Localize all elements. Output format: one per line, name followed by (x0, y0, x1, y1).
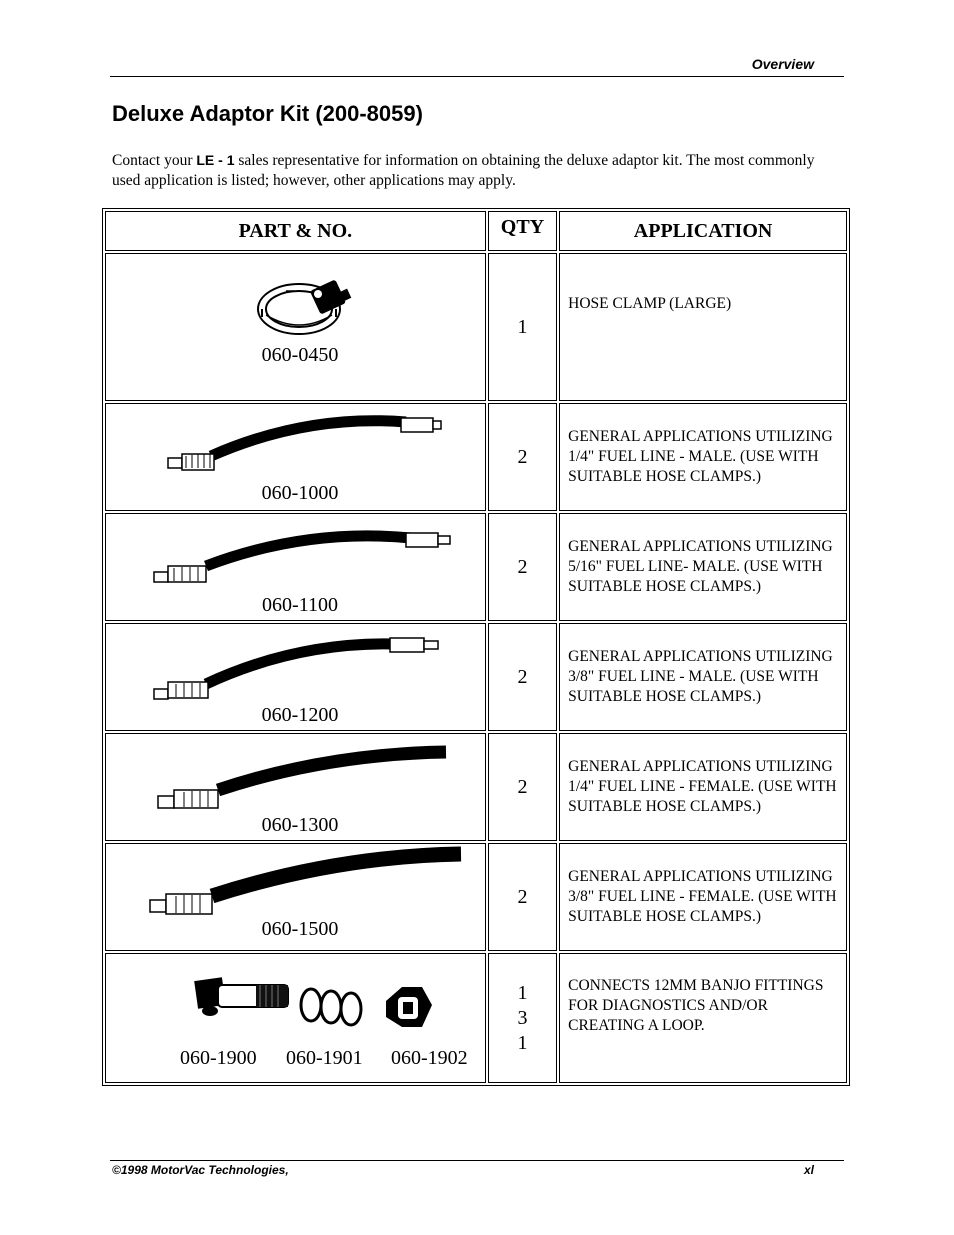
part-cell (105, 623, 486, 731)
table-row (105, 403, 847, 511)
table-row (105, 843, 847, 951)
qty-cell: 1 (488, 253, 557, 401)
table-row (105, 513, 847, 621)
part-cell (105, 953, 486, 1083)
table-row (105, 733, 847, 841)
product-name: LE - 1 (196, 152, 235, 168)
application-cell: GENERAL APPLICATIONS UTILIZING 1/4" FUEL LINE - FEMALE. (USE WITH SUITABLE HOSE CLAMPS.) (559, 733, 847, 841)
part-cell (105, 253, 486, 401)
qty-cell: 2 (488, 733, 557, 841)
part-number: 060-1000 (261, 482, 339, 504)
part-cell (105, 733, 486, 841)
part-cell (105, 403, 486, 511)
table-row (105, 253, 847, 401)
washer-icon (301, 989, 361, 1025)
application-cell: GENERAL APPLICATIONS UTILIZING 3/8" FUEL LINE - MALE. (USE WITH SUITABLE HOSE CLAMPS.) (559, 623, 847, 731)
part-number: 060-1500 (261, 918, 339, 940)
application-cell: GENERAL APPLICATIONS UTILIZING 5/16" FUEL LINE- MALE. (USE WITH SUITABLE HOSE CLAMPS.) (559, 513, 847, 621)
qty-cell: 2 (488, 403, 557, 511)
footer-rule (110, 1160, 844, 1161)
table-header-row (105, 211, 847, 251)
part-number: 060-0450 (261, 344, 339, 366)
qty-cell: 2 (488, 623, 557, 731)
qty-value: 1 (517, 981, 528, 1004)
table-row (105, 623, 847, 731)
part-number: 060-1902 (391, 1047, 468, 1069)
part-cell (105, 843, 486, 951)
intro-pre: Contact your (112, 152, 197, 169)
part-number: 060-1900 (180, 1047, 257, 1069)
qty-cell (488, 953, 557, 1083)
application-cell: GENERAL APPLICATIONS UTILIZING 3/8" FUEL LINE - FEMALE. (USE WITH SUITABLE HOSE CLAMPS.) (559, 843, 847, 951)
qty-cell: 2 (488, 513, 557, 621)
part-cell (105, 513, 486, 621)
part-number: 060-1901 (286, 1047, 363, 1069)
qty-cell: 2 (488, 843, 557, 951)
copyright: ©1998 MotorVac Technologies, (112, 1163, 289, 1177)
page-number: xl (803, 1163, 814, 1177)
qty-value: 1 (517, 1031, 528, 1054)
hex-nut-icon (386, 987, 432, 1027)
header-rule (110, 76, 844, 77)
application-cell: HOSE CLAMP (LARGE) (559, 253, 847, 401)
table-row (105, 953, 847, 1083)
qty-value: 3 (517, 1006, 528, 1029)
header-qty: QTY (488, 211, 557, 251)
banjo-fitting-icon (194, 977, 288, 1016)
intro-paragraph (112, 150, 842, 191)
intro-post: sales representative for information on obtaining the deluxe adaptor kit. The most commonly used application is listed; however, other applications may apply. (112, 152, 815, 189)
part-number: 060-1100 (262, 594, 338, 616)
parts-table (102, 208, 850, 1086)
header-part: PART & NO. (105, 211, 486, 251)
application-cell: GENERAL APPLICATIONS UTILIZING 1/4" FUEL LINE - MALE. (USE WITH SUITABLE HOSE CLAMPS.) (559, 403, 847, 511)
part-number: 060-1200 (261, 704, 339, 726)
application-cell: CONNECTS 12MM BANJO FITTINGS FOR DIAGNOSTICS AND/OR CREATING A LOOP. (559, 953, 847, 1083)
section-header: Overview (751, 56, 814, 72)
part-number: 060-1300 (261, 814, 339, 836)
page-title: Deluxe Adaptor Kit (200-8059) (112, 101, 423, 126)
header-application: APPLICATION (559, 211, 847, 251)
